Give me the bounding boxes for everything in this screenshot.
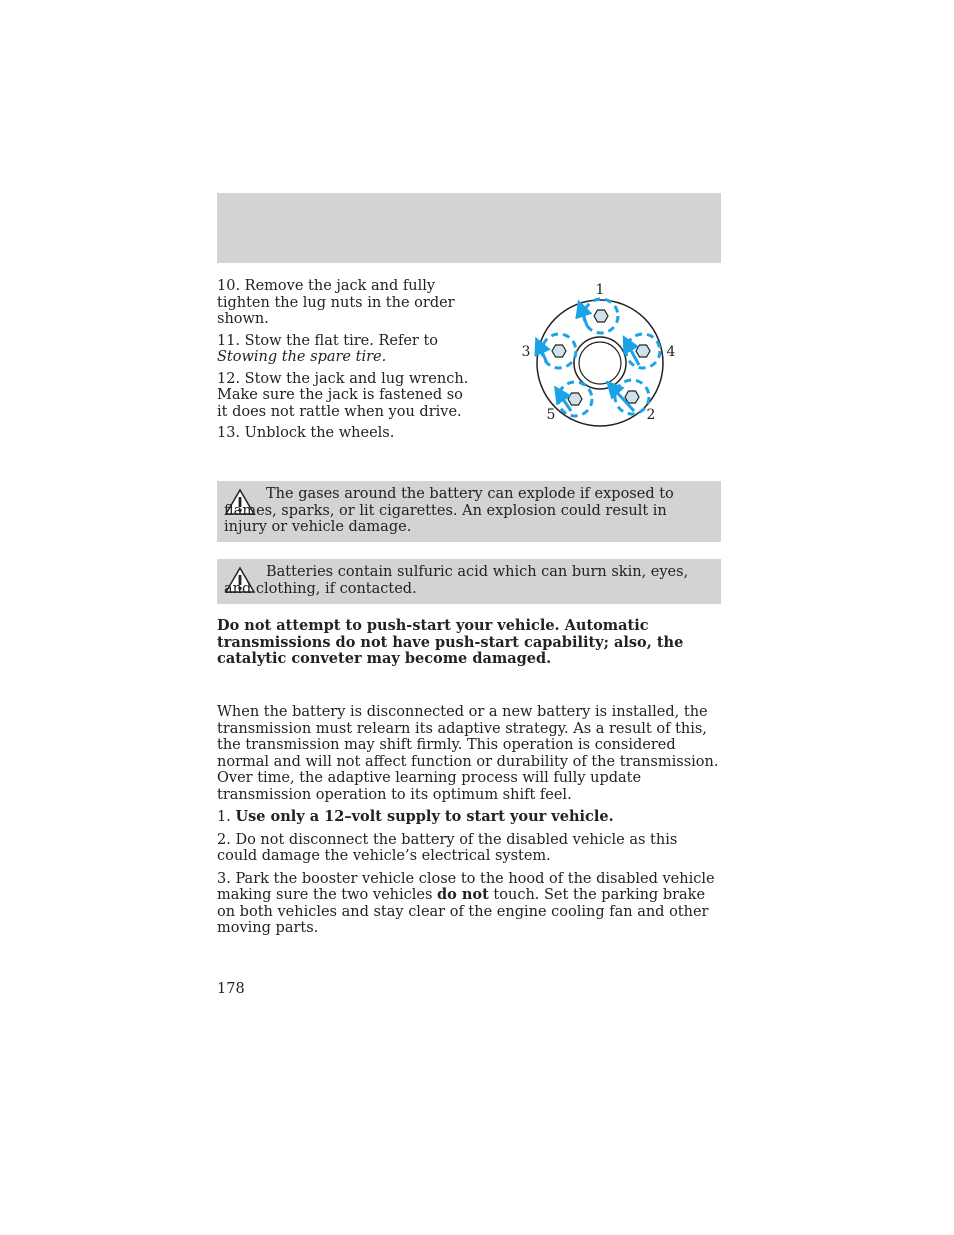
jump-step-1-text: Use only a 12–volt supply to start your vehicle.	[235, 808, 614, 825]
jump-step-1-number: 1.	[217, 809, 231, 825]
step-11-reference: Stowing the spare tire.	[217, 349, 387, 365]
lug-nut-tightening-diagram	[515, 278, 685, 433]
page-number: 178	[217, 981, 245, 997]
step-11	[217, 333, 477, 366]
jump-step-3	[217, 871, 721, 937]
warning-box-acid	[217, 559, 721, 604]
push-start-notice: Do not attempt to push-start your vehicle. Automatic transmissions do not have push-start capability; also, the catalytic conveter may become damaged.	[217, 617, 684, 667]
diagram-label-2: 2	[646, 407, 656, 423]
jump-start-section	[217, 704, 721, 943]
wheel-hub-outer	[574, 337, 626, 389]
step-10: 10. Remove the jack and fully tighten the lug nuts in the order shown.	[217, 278, 455, 327]
tire-change-steps	[217, 278, 477, 447]
jump-step-3-text-b: touch. Set the parking brake on both vehicles and stay clear of the engine cooling fan and other moving parts.	[217, 887, 709, 936]
jump-step-3-emphasis: do not	[437, 886, 489, 903]
step-12: 12. Stow the jack and lug wrench. Make sure the jack is fastened so it does not rattle when you drive.	[217, 370, 469, 420]
diagram-label-5: 5	[546, 407, 556, 423]
diagram-label-1: 1	[595, 282, 605, 298]
lug-nut-2	[612, 380, 649, 414]
lug-nut-1	[581, 299, 618, 333]
section-header-band	[217, 193, 721, 263]
warning-box-explosion	[217, 481, 721, 542]
lug-nut-5	[558, 382, 592, 416]
jump-step-2: 2. Do not disconnect the battery of the disabled vehicle as this could damage the vehicle’s electrical system.	[217, 831, 678, 864]
warning-text-acid: Batteries contain sulfuric acid which can burn skin, eyes, and clothing, if contacted.	[224, 564, 689, 597]
jump-step-3-text-a: 3. Park the booster vehicle close to the hood of the disabled vehicle making sure the two vehicles	[217, 870, 715, 903]
jump-step-1	[217, 809, 721, 826]
warning-text-explosion: The gases around the battery can explode if exposed to flames, sparks, or lit cigarettes. An explosion could result in injury or vehicle damage.	[224, 486, 674, 535]
wheel-hub-inner	[579, 342, 621, 384]
battery-relearn-paragraph: When the battery is disconnected or a new battery is installed, the transmission must relearn its adaptive strategy. As a result of this, the transmission may shift firmly. This operation is considered normal and will not affect function or durability of the transmission. Over time, the adaptive learning process will fully update transmission operation to its optimum shift feel.	[217, 704, 719, 803]
lug-nut-3	[539, 334, 576, 368]
diagram-label-4: 4	[666, 344, 676, 360]
lug-nut-4	[626, 334, 660, 368]
step-13: 13. Unblock the wheels.	[217, 425, 395, 441]
step-11-text: 11. Stow the flat tire. Refer to	[217, 332, 439, 349]
diagram-label-3: 3	[521, 344, 531, 360]
